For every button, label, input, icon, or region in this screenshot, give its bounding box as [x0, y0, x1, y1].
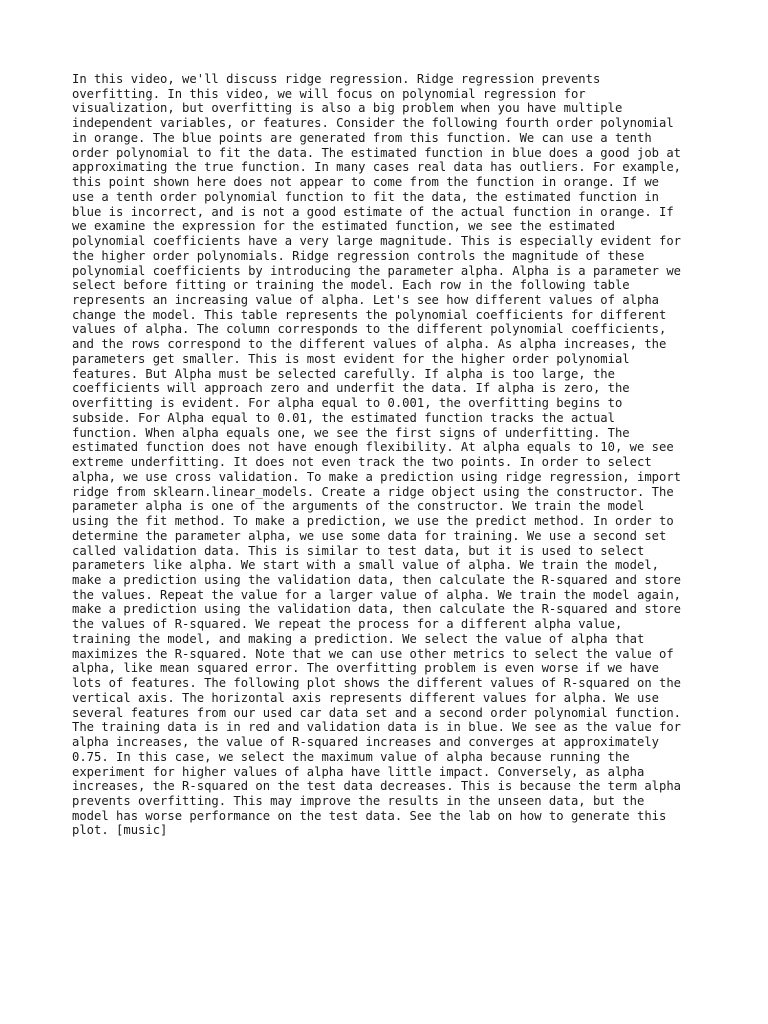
transcript-line: represents an increasing value of alpha. Let's see how different values of alpha	[72, 293, 659, 308]
transcript-line: estimated function does not have enough flexibility. At alpha equals to 10, we see	[72, 440, 674, 455]
transcript-line: using the fit method. To make a prediction, we use the predict method. In order to	[72, 514, 674, 529]
transcript-line: maximizes the R-squared. Note that we can use other metrics to select the value of	[72, 646, 674, 661]
transcript-line: overfitting is evident. For alpha equal to 0.001, the overfitting begins to	[72, 396, 623, 411]
transcript-line: alpha increases, the value of R-squared increases and converges at approximately	[72, 735, 659, 750]
transcript-line: approximating the true function. In many cases real data has outliers. For example,	[72, 160, 682, 175]
transcript-line: determine the parameter alpha, we use some data for training. We use a second set	[72, 528, 667, 543]
transcript-line: values of alpha. The column corresponds to the different polynomial coefficients,	[72, 322, 667, 337]
transcript-line: independent variables, or features. Consider the following fourth order polynomial	[72, 116, 674, 131]
transcript-line: lots of features. The following plot shows the different values of R-squared on the	[72, 676, 682, 691]
transcript-line: function. When alpha equals one, we see the first signs of underfitting. The	[72, 425, 630, 440]
transcript-line: polynomial coefficients have a very large magnitude. This is especially evident for	[72, 234, 682, 249]
transcript-text	[72, 72, 712, 838]
transcript-line: parameters get smaller. This is most evident for the higher order polynomial	[72, 351, 630, 366]
transcript-line: several features from our used car data set and a second order polynomial function.	[72, 705, 682, 720]
transcript-line: subside. For Alpha equal to 0.01, the estimated function tracks the actual	[72, 410, 615, 425]
transcript-line: 0.75. In this case, we select the maximum value of alpha because running the	[72, 749, 630, 764]
transcript-line: overfitting. In this video, we will focus on polynomial regression for	[72, 86, 586, 101]
transcript-line: use a tenth order polynomial function to fit the data, the estimated function in	[72, 189, 659, 204]
transcript-line: make a prediction using the validation data, then calculate the R-squared and store	[72, 602, 682, 617]
transcript-line: polynomial coefficients by introducing the parameter alpha. Alpha is a parameter we	[72, 263, 682, 278]
transcript-line: increases, the R-squared on the test data decreases. This is because the term alpha	[72, 779, 682, 794]
transcript-line: In this video, we'll discuss ridge regression. Ridge regression prevents	[72, 72, 601, 86]
transcript-line: we examine the expression for the estimated function, we see the estimated	[72, 219, 615, 234]
transcript-line: in orange. The blue points are generated from this function. We can use a tenth	[72, 130, 652, 145]
transcript-line: this point shown here does not appear to come from the function in orange. If we	[72, 175, 659, 190]
transcript-line: and the rows correspond to the different values of alpha. As alpha increases, the	[72, 337, 667, 352]
transcript-line: make a prediction using the validation data, then calculate the R-squared and store	[72, 572, 682, 587]
transcript-line: ridge from sklearn.linear_models. Create a ridge object using the constructor. The	[72, 484, 674, 499]
transcript-line: order polynomial to fit the data. The estimated function in blue does a good job at	[72, 145, 682, 160]
document-page	[72, 72, 712, 838]
transcript-line: experiment for higher values of alpha have little impact. Conversely, as alpha	[72, 764, 645, 779]
transcript-line: blue is incorrect, and is not a good estimate of the actual function in orange. If	[72, 204, 674, 219]
transcript-line: training the model, and making a prediction. We select the value of alpha that	[72, 631, 645, 646]
transcript-line: parameters like alpha. We start with a small value of alpha. We train the model,	[72, 558, 659, 573]
transcript-line: the higher order polynomials. Ridge regression controls the magnitude of these	[72, 248, 645, 263]
transcript-line: prevents overfitting. This may improve the results in the unseen data, but the	[72, 793, 645, 808]
transcript-line: vertical axis. The horizontal axis represents different values for alpha. We use	[72, 690, 659, 705]
transcript-line: alpha, we use cross validation. To make a prediction using ridge regression, import	[72, 469, 682, 484]
transcript-line: extreme underfitting. It does not even track the two points. In order to select	[72, 455, 652, 470]
transcript-line: visualization, but overfitting is also a big problem when you have multiple	[72, 101, 623, 116]
transcript-line: coefficients will approach zero and underfit the data. If alpha is zero, the	[72, 381, 630, 396]
transcript-line: features. But Alpha must be selected carefully. If alpha is too large, the	[72, 366, 615, 381]
transcript-line: the values of R-squared. We repeat the process for a different alpha value,	[72, 617, 623, 632]
transcript-line: alpha, like mean squared error. The overfitting problem is even worse if we have	[72, 661, 659, 676]
transcript-line: change the model. This table represents the polynomial coefficients for different	[72, 307, 667, 322]
transcript-line: model has worse performance on the test data. See the lab on how to generate this	[72, 808, 667, 823]
transcript-line: select before fitting or training the model. Each row in the following table	[72, 278, 630, 293]
transcript-line: The training data is in red and validation data is in blue. We see as the value for	[72, 720, 682, 735]
transcript-line: plot. [music]	[72, 823, 168, 838]
transcript-line: parameter alpha is one of the arguments of the constructor. We train the model	[72, 499, 645, 514]
transcript-line: called validation data. This is similar to test data, but it is used to select	[72, 543, 645, 558]
transcript-line: the values. Repeat the value for a larger value of alpha. We train the model again,	[72, 587, 682, 602]
